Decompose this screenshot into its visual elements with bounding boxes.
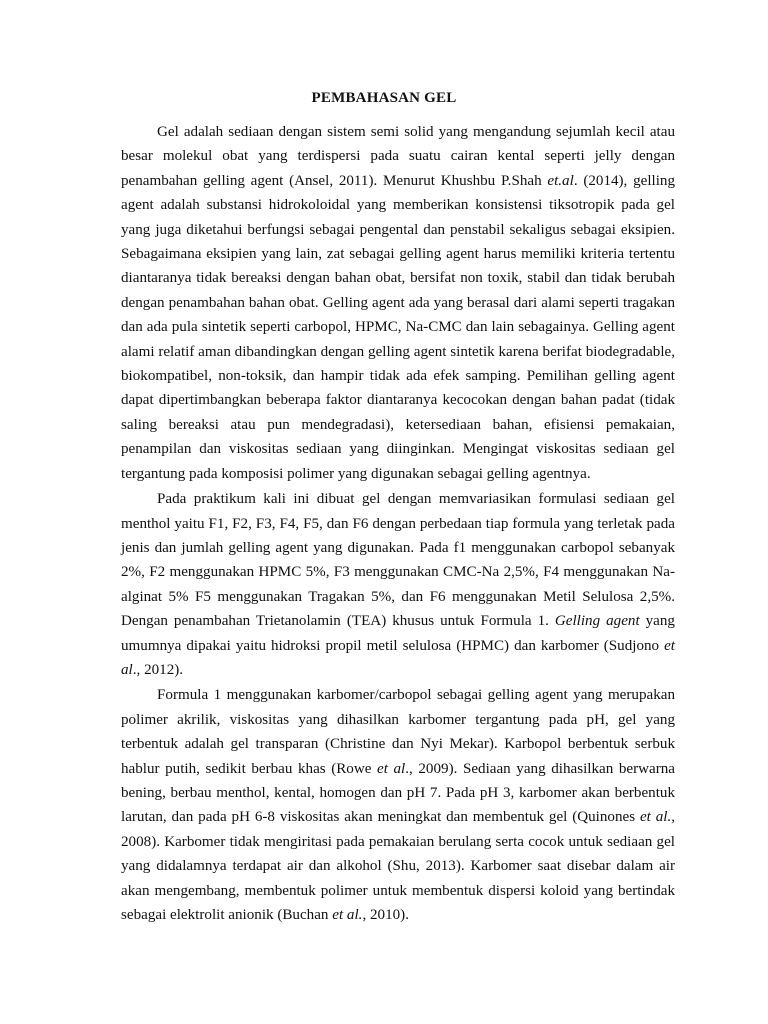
paragraph-text: Gel adalah sediaan dengan sistem semi solid yang mengandung sejumlah kecil atau besar molekul obat yang terdispersi pada suatu cairan kental seperti jelly dengan penambahan gelling agent (Ansel, 2011). Menurut Khushbu P.Shah — [121, 124, 675, 189]
page-title: PEMBAHASAN GEL — [311, 90, 457, 106]
italic-citation-text: et.al — [547, 172, 574, 189]
paragraph-2 — [121, 487, 675, 682]
italic-citation-text: et al. — [332, 907, 363, 923]
italic-citation-text: et al — [121, 637, 675, 678]
paragraph-text: , 2010). — [362, 907, 409, 923]
paragraph-text: ., 2009). Sediaan yang dihasilkan berwarna bening, berbau menthol, kental, homogen dan pH 7. Pada pH 3, karbomer akan berbentuk larutan, dan pada pH 6-8 viskositas akan meningkat dan membentuk gel (Quinones — [121, 760, 675, 826]
paragraph-3 — [121, 683, 675, 927]
paragraph-text: yang umumnya dipakai yaitu hidroksi propil metil selulosa (HPMC) dan karbomer (Sudjono — [121, 613, 675, 654]
paragraph-text: Pada praktikum kali ini dibuat gel dengan memvariasikan formulasi sediaan gel menthol yaitu F1, F2, F3, F4, F5, dan F6 dengan perbedaan tiap formula yang terletak pada jenis dan jumlah gelling agent yang digunakan. Pada f1 menggunakan carbopol sebanyak 2%, F2 menggunakan HPMC 5%, F3 menggunakan CMC-Na 2,5%, F4 menggunakan Na-alginat 5% F5 menggunakan Tragakan 5%, dan F6 menggunakan Metil Selulosa 2,5%. Dengan penambahan Trietanolamin (TEA) khusus untuk Formula 1. — [121, 491, 675, 630]
paragraph-text: . (2014), gelling agent adalah substansi hidrokoloidal yang memberikan konsistensi tiksotropik pada gel yang juga diketahui berfungsi sebagai pengental dan penstabil sekaligus sebagai eksipien. Sebagaimana eksipien yang lain, zat sebagai gelling agent harus memiliki kriteria tertentu diantaranya tidak bereaksi dengan bahan obat, bersifat non toxik, stabil dan tidak berubah dengan penambahan bahan obat. Gelling agent ada yang berasal dari alami seperti tragakan dan ada pula sintetik seperti carbopol, HPMC, Na-CMC dan lain sebagainya. Gelling agent alami relatif aman dibandingkan dengan gelling agent sintetik karena berifat biodegradable, biokompatibel, non-toksik, dan hampir tidak ada efek samping. Pemilihan gelling agent dapat dipertimbangkan beberapa faktor diantaranya kecocokan dengan bahan padat (tidak saling bereaksi atau pun mendegradasi), ketersediaan bahan, efisiensi pemakaian, penampilan dan viskositas sediaan yang diinginkan. Mengingat viskositas sediaan gel tergantung pada komposisi polimer yang digunakan sebagai gelling agentnya. — [121, 172, 675, 482]
italic-citation-text: Gelling agent — [554, 613, 640, 630]
paragraph-text: Formula 1 menggunakan karbomer/carbopol sebagai gelling agent yang merupakan polimer akrilik, viskositas yang dihasilkan karbomer tergantung pada pH, gel yang terbentuk adalah gel transparan (Christine dan Nyi Mekar). Karbopol berbentuk serbuk hablur putih, sedikit berbau khas (Rowe — [121, 687, 675, 777]
document-body — [121, 120, 675, 927]
paragraph-text: , 2008). Karbomer tidak mengiritasi pada pemakaian berulang serta cocok untuk sediaan gel yang didalamnya terdapat air dan alkohol (Shu, 2013). Karbomer saat disebar dalam air akan mengembang, membentuk polimer untuk membentuk dispersi koloid yang bertindak sebagai elektrolit anionik (Buchan — [121, 809, 675, 923]
italic-citation-text: et al — [377, 760, 406, 777]
paragraph-1 — [121, 120, 675, 486]
paragraph-text: ., 2012). — [132, 661, 184, 678]
italic-citation-text: et al. — [639, 809, 672, 826]
